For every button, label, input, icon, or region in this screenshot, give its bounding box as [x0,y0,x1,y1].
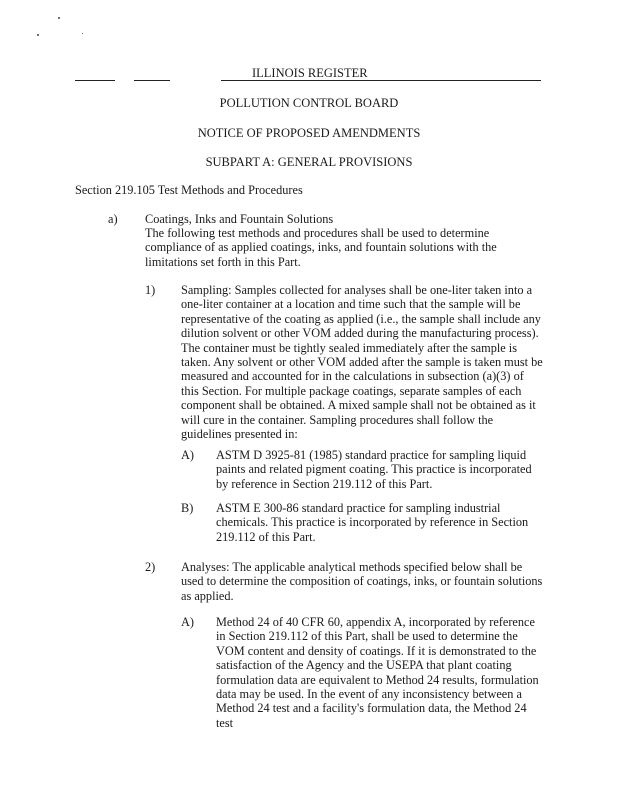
header-rule [134,80,170,81]
item-2-body: Analyses: The applicable analytical methods specified below shall be used to determine the composition of coatings, inks, or fountain solutions as applied. [181,560,543,603]
notice-title: NOTICE OF PROPOSED AMENDMENTS [197,126,421,140]
item-1-sub-a-body: ASTM D 3925-81 (1985) standard practice for sampling liquid paints and related pigment coating. This practice is incorporated by reference in Section 219.112 of this Part. [216,448,532,491]
item-1-sub-b-label: B) [181,501,194,515]
subsection-a-heading: Coatings, Inks and Fountain Solutions [145,212,334,226]
item-2-sub-a-body: Method 24 of 40 CFR 60, appendix A, incorporated by reference in Section 219.112 of this Part, shall be used to determine the VOM content and density of coatings. If it is demonstrated to the satisfaction of the Agency and the USEPA that plant coating formulation data are equivalent to Method 24 results, formulation data may be used. In the event of any inconsistency between a Method 24 test and a facility's formulation data, the Method 24 test [216,615,539,730]
scan-speck [37,34,39,36]
board-name: POLLUTION CONTROL BOARD [219,96,399,110]
item-1-sub-a-label: A) [181,448,194,462]
item-1-body: Sampling: Samples collected for analyses shall be one-liter taken into a one-liter container at a location and time such that the sample will be representative of the coating as applied (i.e., the sample shall include any dilution solvent or other VOM added during the manufacturing process). The container must be tightly sealed immediately after the sample is taken. Any solvent or other VOM added after the sample is taken must be measured and accounted for in the calculations in subsection (a)(3) of this Section. For multiple package coatings, separate samples of each component shall be obtained. A mixed sample shall not be obtained as it will cure in the container. Sampling procedures shall follow the guidelines presented in: [181,283,543,442]
section-title: Section 219.105 Test Methods and Procedures [75,183,303,197]
scan-speck [58,17,60,19]
item-2-label: 2) [145,560,156,574]
item-2-sub-a-label: A) [181,615,194,629]
header-rule [75,80,115,81]
subsection-a-body: The following test methods and procedures shall be used to determine compliance of as applied coatings, inks, and fountain solutions with the limitations set forth in this Part. [145,226,497,269]
scan-speck [82,33,83,34]
item-1-sub-b-body: ASTM E 300-86 standard practice for sampling industrial chemicals. This practice is incorporated by reference in Section 219.112 of this Part. [216,501,529,544]
subsection-a-label: a) [108,212,118,226]
subpart-title: SUBPART A: GENERAL PROVISIONS [205,155,413,169]
register-title: ILLINOIS REGISTER [252,66,368,80]
item-1-label: 1) [145,283,156,297]
